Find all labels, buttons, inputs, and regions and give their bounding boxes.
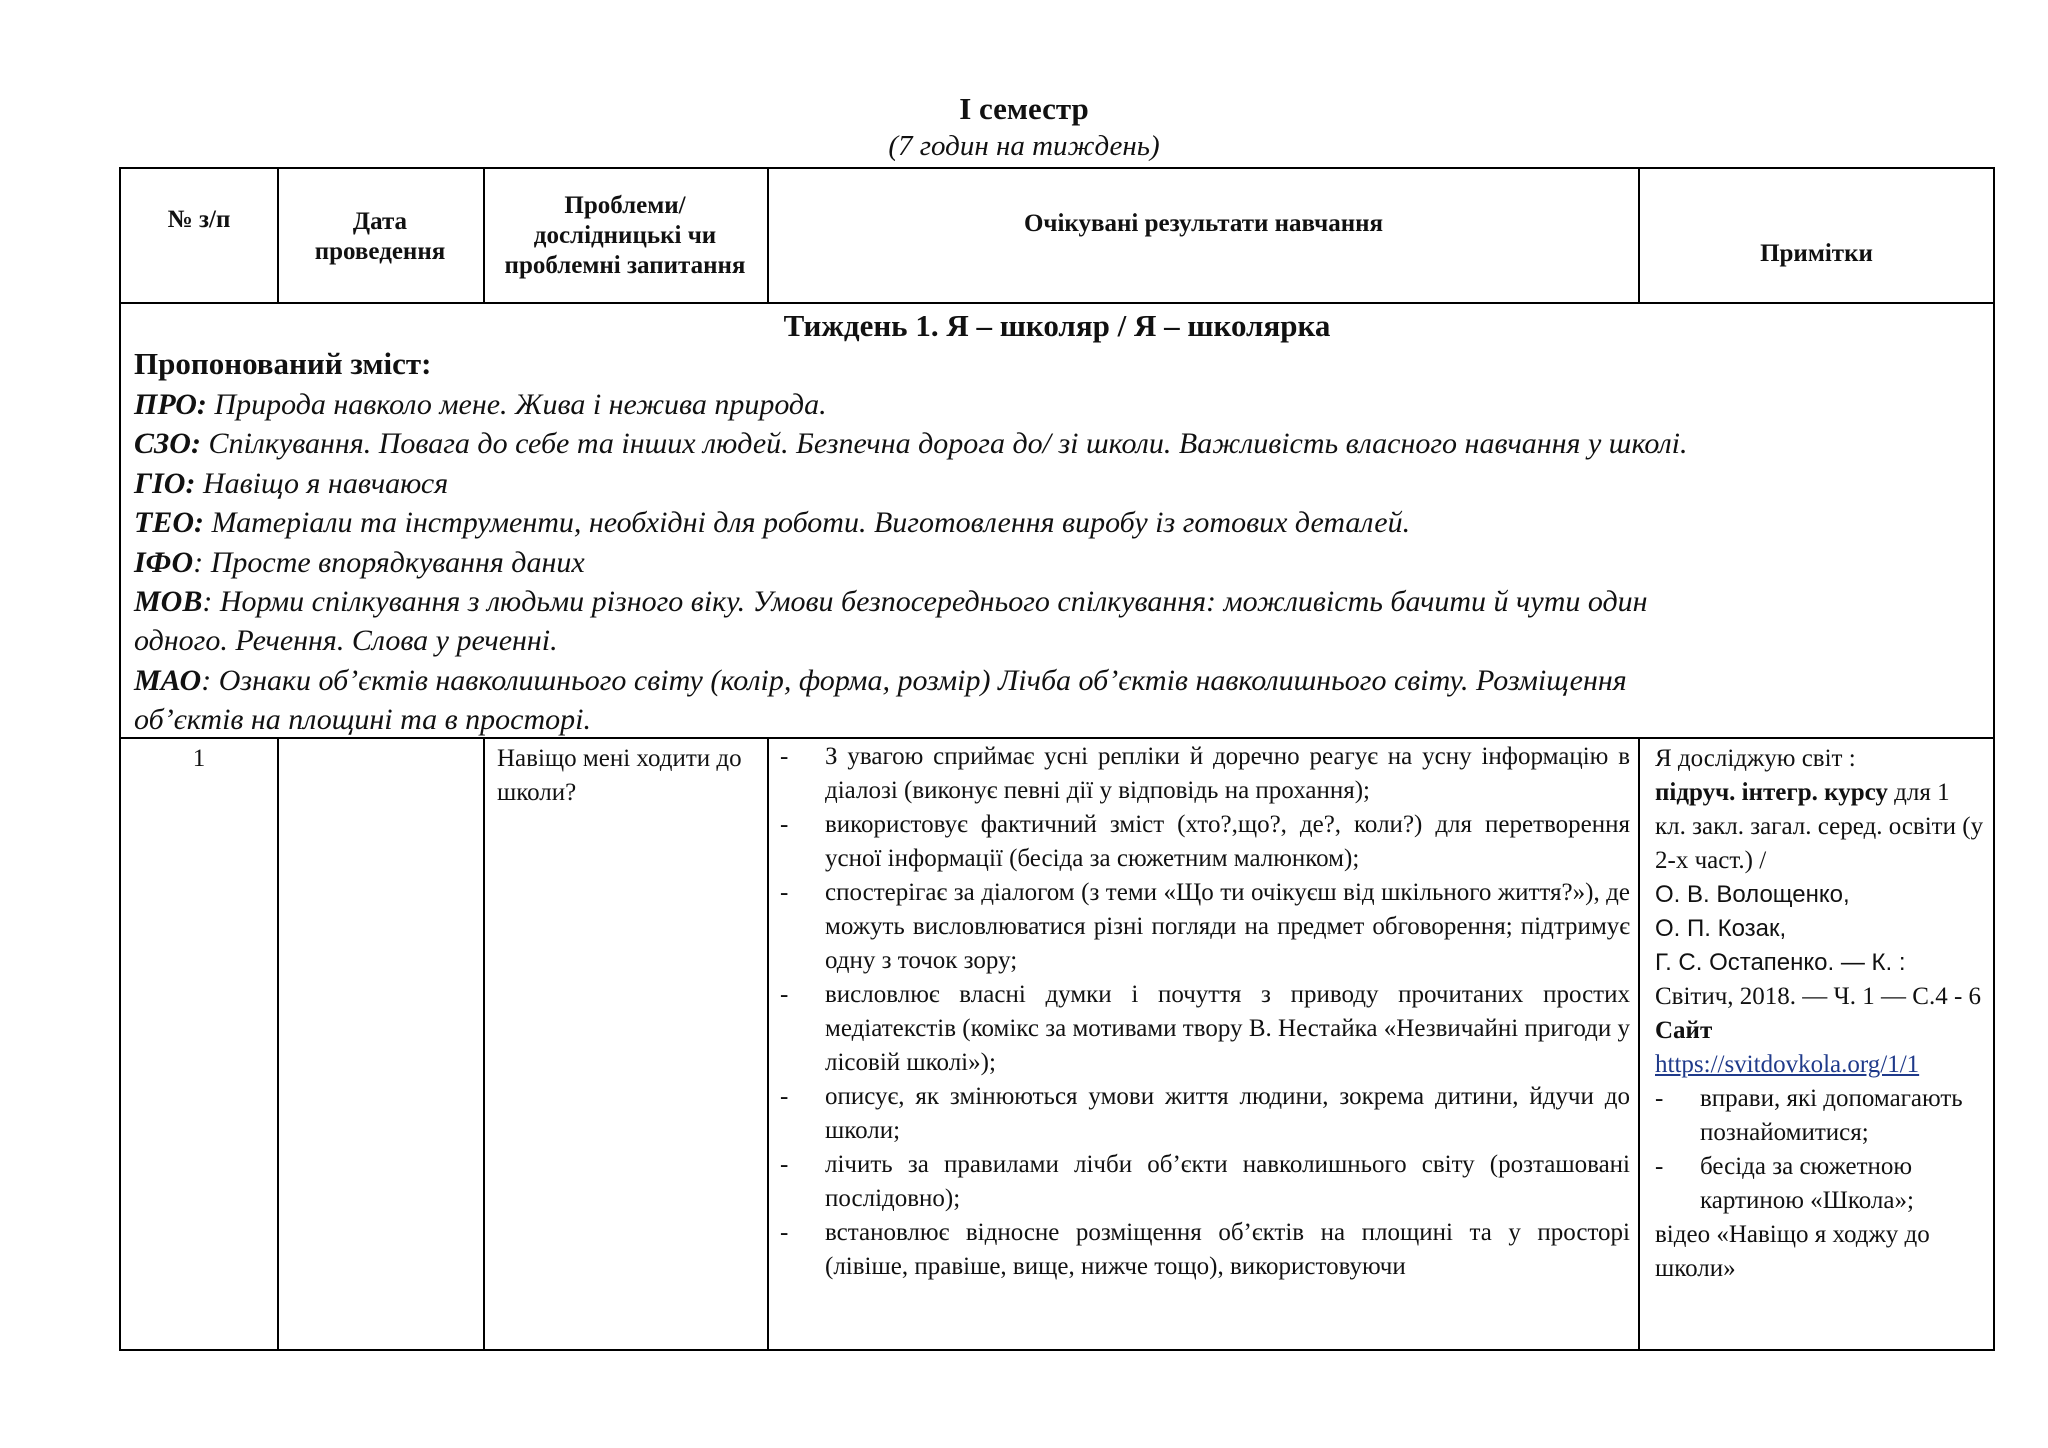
list-item: - спостерігає за діалогом (з теми «Що ти очікуєш від шкільного життя?»), де можуть висловлюватися різні погляди на предмет обговорення; підтримує одну з точок зору; bbox=[780, 879, 1630, 974]
column-header-number: № з/п bbox=[167, 206, 231, 233]
week-title: Тиждень 1. Я – школяр / Я – школярка bbox=[783, 308, 1331, 343]
author-name: О. П. Козак, bbox=[1655, 915, 1787, 942]
list-item: - використовує фактичний зміст (хто?,що?, де?, коли?) для перетворення усної інформації (бесіда за сюжетним малюнком); bbox=[780, 811, 1630, 872]
page-title: І семестр bbox=[959, 91, 1089, 126]
content-line: ТЕО: Матеріали та інструменти, необхідні для роботи. Виготовлення виробу із готових деталей. bbox=[134, 506, 1411, 540]
row-question: Навіщо мені ходити до школи? bbox=[497, 745, 742, 806]
proposed-content bbox=[134, 385, 1974, 740]
content-line: МОВ: Норми спілкування з людьми різного віку. Умови безпосереднього спілкування: можливість бачити й чути один bbox=[134, 585, 1648, 619]
textbook-reference: Я досліджую світ : підруч. інтегр. курсу для 1 кл. закл. загал. серед. освіти (у 2-х част.) / bbox=[1655, 745, 1984, 874]
list-item: - лічить за правилами лічби об’єкти навколишнього світу (розташовані послідовно); bbox=[780, 1151, 1630, 1212]
content-line: МАО: Ознаки об’єктів навколишнього світу (колір, форма, розмір) Лічба об’єктів навколишнього світу. Розміщення bbox=[134, 663, 1627, 697]
column-header-notes: Примітки bbox=[1760, 240, 1873, 267]
content-line: одного. Речення. Слова у реченні. bbox=[134, 624, 558, 658]
list-item: - вправи, які допомагають познайомитися; bbox=[1655, 1085, 1963, 1146]
content-line: ІФО: Просте впорядкування даних bbox=[134, 545, 585, 579]
list-item: - висловлює власні думки і почуття з приводу прочитаних простих медіатекстів (комікс за мотивами твору В. Нестайка «Незвичайні пригоди у лісовій школі»); bbox=[780, 981, 1630, 1076]
site-label: Сайт bbox=[1655, 1017, 1713, 1044]
list-item: - описує, як змінюються умови життя людини, зокрема дитини, йдучи до школи; bbox=[780, 1083, 1630, 1144]
list-item: - З увагою сприймає усні репліки й доречно реагує на усну інформацію в діалозі (виконує певні дії у відповідь на прохання); bbox=[780, 743, 1630, 804]
author-name: Г. С. Остапенко. — К. : bbox=[1655, 949, 1906, 976]
content-line: ПРО: Природа навколо мене. Жива і нежива природа. bbox=[134, 388, 827, 421]
column-header-results: Очікувані результати навчання bbox=[1023, 210, 1384, 237]
content-line: СЗО: Спілкування. Повага до себе та інших людей. Безпечна дорога до/ зі школи. Важливість власного навчання у школі. bbox=[134, 427, 1688, 461]
video-note: відео «Навіщо я ходжу до школи» bbox=[1655, 1221, 1930, 1282]
column-header-date: Дата проведення bbox=[314, 208, 446, 265]
author-name: О. В. Волощенко, bbox=[1655, 881, 1850, 908]
row-number: 1 bbox=[192, 745, 206, 772]
publisher-info: Світич, 2018. — Ч. 1 — С.4 - 6 bbox=[1655, 983, 1982, 1010]
content-line: ГІО: Навіщо я навчаюся bbox=[134, 466, 449, 500]
list-item: - встановлює відносне розміщення об’єктів на площині та у просторі (лівіше, правіше, вище, нижче тощо), використовуючи bbox=[780, 1219, 1630, 1280]
row-notes bbox=[1655, 742, 1985, 1286]
list-item: - бесіда за сюжетною картиною «Школа»; bbox=[1655, 1153, 1914, 1214]
content-line: об’єктів на площині та в просторі. bbox=[134, 703, 591, 737]
proposed-content-label: Пропонований зміст: bbox=[134, 346, 432, 381]
page-subtitle: (7 годин на тиждень) bbox=[888, 130, 1160, 162]
results-list bbox=[780, 740, 1630, 1284]
column-header-questions: Проблеми/ дослідницькі чи проблемні запитання bbox=[504, 191, 746, 279]
notes-list bbox=[1655, 1082, 1985, 1218]
site-link[interactable]: https://svitdovkola.org/1/1 bbox=[1655, 1051, 1920, 1078]
